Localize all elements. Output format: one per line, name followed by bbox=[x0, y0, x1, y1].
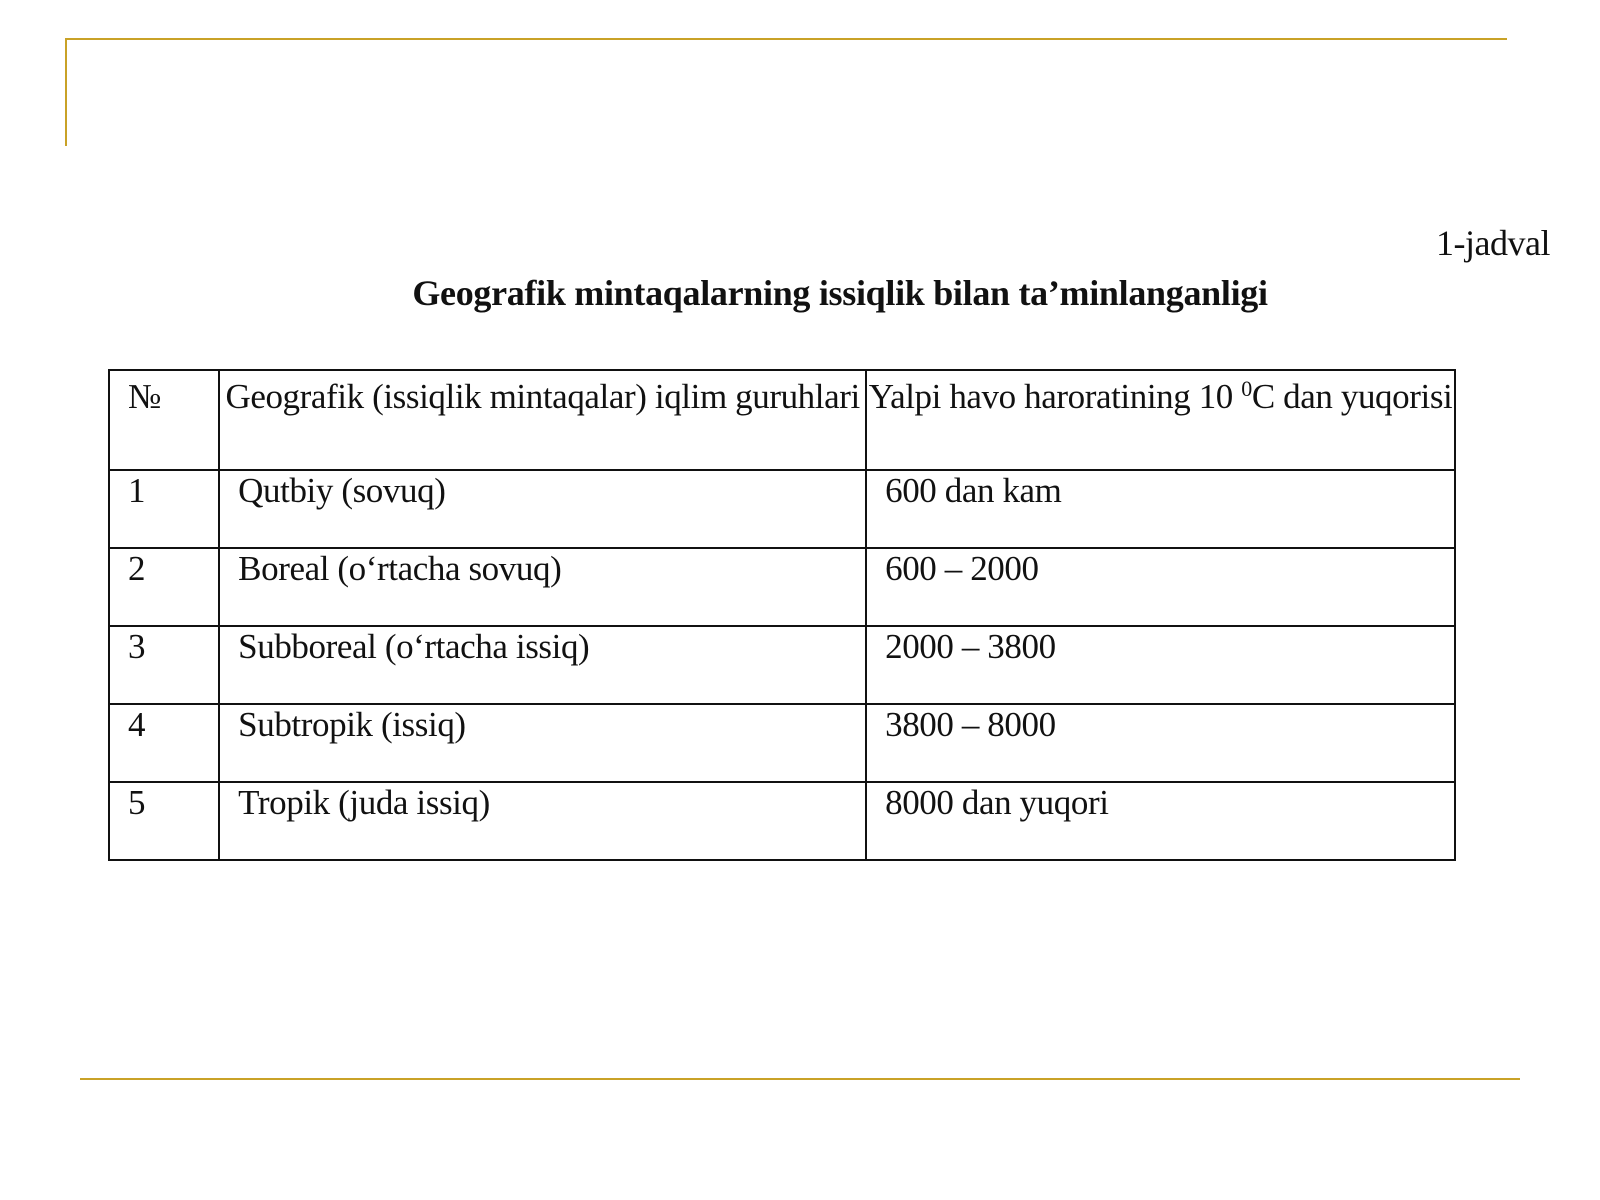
header-value-text-1: Yalpi havo haroratining 10 bbox=[868, 377, 1242, 416]
table-title: Geografik mintaqalarning issiqlik bilan ta’minlanganligi bbox=[412, 273, 1268, 313]
row-group: Subboreal (oʻrtacha issiq) bbox=[219, 626, 866, 704]
row-group: Subtropik (issiq) bbox=[219, 704, 866, 782]
header-number: № bbox=[109, 370, 219, 470]
row-number: 3 bbox=[109, 626, 219, 704]
row-value: 600 – 2000 bbox=[866, 548, 1455, 626]
header-group: Geografik (issiqlik mintaqalar) iqlim guruhlari bbox=[219, 370, 866, 470]
table-row bbox=[109, 782, 1455, 860]
climate-table bbox=[108, 369, 1456, 861]
row-value: 3800 – 8000 bbox=[866, 704, 1455, 782]
table-row bbox=[109, 470, 1455, 548]
header-value bbox=[866, 370, 1455, 470]
table-header-row bbox=[109, 370, 1455, 470]
row-value: 8000 dan yuqori bbox=[866, 782, 1455, 860]
row-number: 4 bbox=[109, 704, 219, 782]
frame-top-line bbox=[65, 38, 1507, 40]
row-value: 2000 – 3800 bbox=[866, 626, 1455, 704]
row-number: 2 bbox=[109, 548, 219, 626]
row-value: 600 dan kam bbox=[866, 470, 1455, 548]
frame-bottom-line bbox=[80, 1078, 1520, 1080]
table-row bbox=[109, 548, 1455, 626]
row-group: Tropik (juda issiq) bbox=[219, 782, 866, 860]
table-label: 1-jadval bbox=[1436, 223, 1550, 263]
table-row bbox=[109, 704, 1455, 782]
header-value-text-2: C dan yuqorisi bbox=[1251, 377, 1453, 416]
row-group: Boreal (oʻrtacha sovuq) bbox=[219, 548, 866, 626]
row-number: 5 bbox=[109, 782, 219, 860]
row-group: Qutbiy (sovuq) bbox=[219, 470, 866, 548]
frame-left-line bbox=[65, 38, 67, 146]
header-value-superscript: 0 bbox=[1241, 376, 1252, 401]
table-row bbox=[109, 626, 1455, 704]
row-number: 1 bbox=[109, 470, 219, 548]
